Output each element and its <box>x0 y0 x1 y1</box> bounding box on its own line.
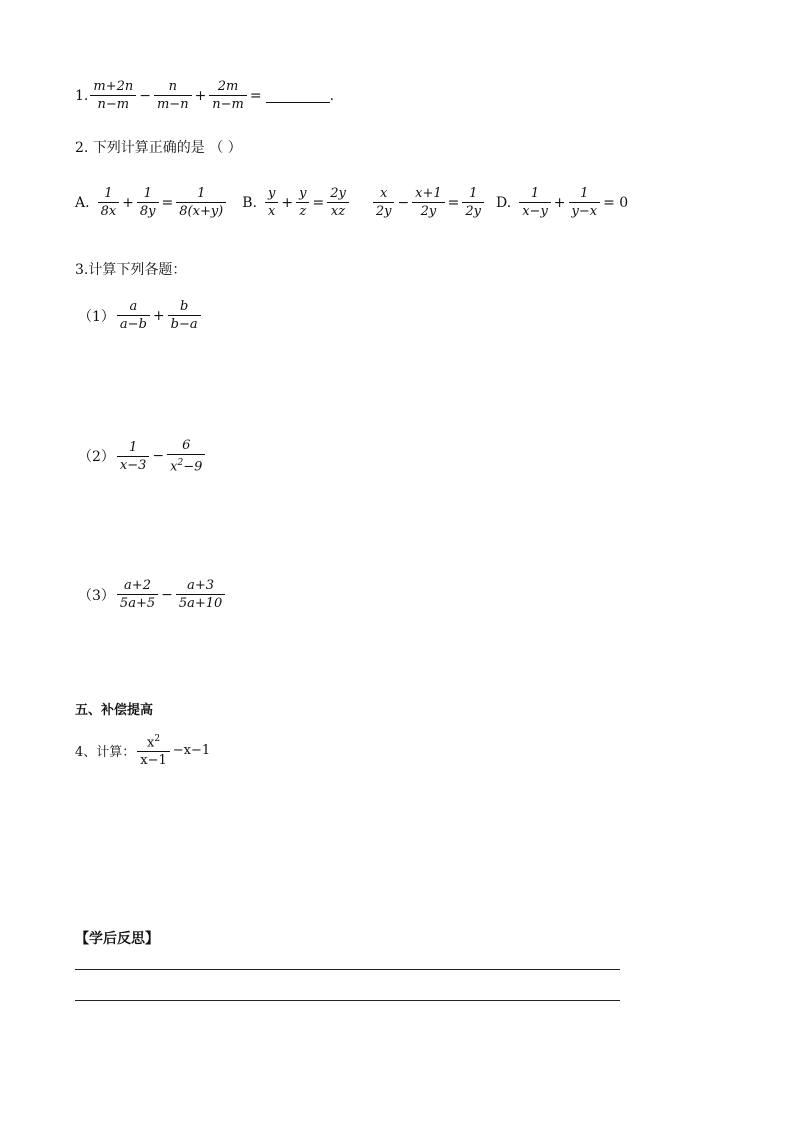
q4-rest: −x−1 <box>172 742 211 758</box>
part-2-label: （2） <box>78 449 115 466</box>
option-b-fraction-3: $\frac{2y}{xz}$ <box>327 185 349 220</box>
section-5-title: 五、补偿提高 <box>75 703 154 718</box>
question-3-part-3 <box>78 577 227 612</box>
part-1-label: （1） <box>78 308 115 325</box>
option-b-fraction-1: $\frac{y}{x}$ <box>265 185 278 220</box>
part-3-fraction-1: $\frac{a+2}{5a+5}$ <box>117 577 158 612</box>
q1-operator-1: − <box>139 87 151 104</box>
part-2-fraction-1: $\frac{1}{x-3}$ <box>117 439 150 474</box>
option-d-equals: = 0 <box>603 194 629 211</box>
option-b-equals: = <box>312 194 325 211</box>
option-b-label: B. <box>242 194 257 211</box>
part-3-label: （3） <box>78 587 115 604</box>
part-1-operator: + <box>152 307 165 324</box>
q1-fraction-3: $\frac{2m}{n-m}$ <box>209 78 247 113</box>
option-c-operator: − <box>397 194 410 211</box>
part-2-operator: − <box>152 448 165 465</box>
option-d-label: D. <box>496 194 512 211</box>
q1-period: . <box>329 87 335 104</box>
option-c-fraction-1: $\frac{x}{2y}$ <box>373 185 395 220</box>
q1-label: 1. <box>75 87 89 104</box>
option-a-fraction-3: $\frac{1}{8(x+y)}$ <box>176 185 226 220</box>
q1-answer-blank[interactable] <box>266 88 330 103</box>
part-3-fraction-2: $\frac{a+3}{5a+10}$ <box>176 577 225 612</box>
option-a-fraction-2: $\frac{1}{8y}$ <box>137 185 159 220</box>
option-a-label: A. <box>75 194 90 211</box>
q4-label: 4、计算： <box>75 744 136 760</box>
option-d-fraction-1: $\frac{1}{x-y}$ <box>519 185 551 220</box>
question-3-title: 3.计算下列各题： <box>75 262 187 278</box>
question-2-options <box>75 185 629 220</box>
option-a-operator: + <box>122 194 134 211</box>
q1-equals: = <box>249 87 262 104</box>
question-4 <box>75 731 211 769</box>
reflection-line-2[interactable] <box>75 1000 620 1001</box>
question-3-part-1 <box>78 298 203 333</box>
option-d-operator: + <box>553 194 566 211</box>
question-3-part-2 <box>78 437 207 475</box>
q4-fraction: $\frac{x^2}{x-1}$ <box>137 731 170 769</box>
option-d-fraction-2: $\frac{1}{y-x}$ <box>569 185 601 220</box>
question-2-stem: 2. 下列计算正确的是 （ ） <box>75 140 242 156</box>
option-b-operator: + <box>281 194 294 211</box>
option-b-fraction-2: $\frac{y}{z}$ <box>296 185 309 220</box>
reflection-line-1[interactable] <box>75 969 620 970</box>
part-1-fraction-2: $\frac{b}{b-a}$ <box>168 298 201 333</box>
q1-fraction-2: $\frac{n}{m-n}$ <box>154 78 192 113</box>
part-1-fraction-1: $\frac{a}{a-b}$ <box>117 298 150 333</box>
option-c-fraction-3: $\frac{1}{2y}$ <box>462 185 484 220</box>
option-c-fraction-2: $\frac{x+1}{2y}$ <box>412 185 445 220</box>
option-c-equals: = <box>447 194 460 211</box>
q1-fraction-1: $\frac{m+2n}{n-m}$ <box>90 78 136 113</box>
part-3-operator: − <box>161 586 173 603</box>
option-a-equals: = <box>161 194 174 211</box>
option-a-fraction-1: $\frac{1}{8x}$ <box>98 185 120 220</box>
q1-operator-2: + <box>194 87 207 104</box>
part-2-fraction-2: $\frac{6}{x^2-9}$ <box>167 437 205 475</box>
reflection-title: 【学后反思】 <box>75 931 159 947</box>
question-1 <box>75 78 334 113</box>
